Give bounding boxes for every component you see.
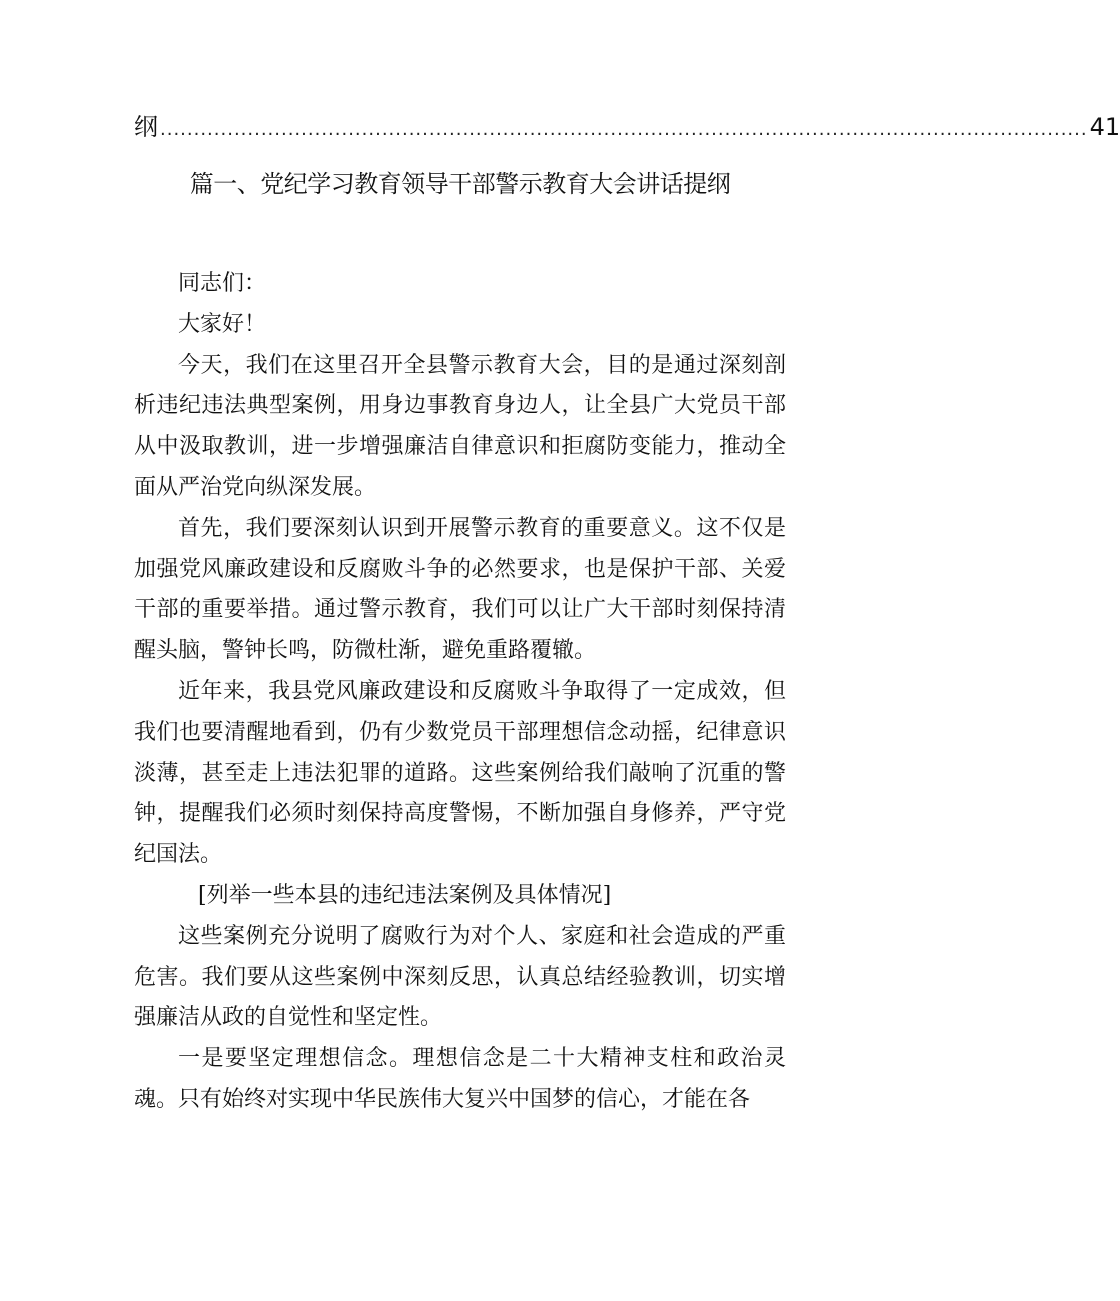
section-title: 篇一、党纪学习教育领导干部警示教育大会讲话提纲	[189, 170, 731, 198]
toc-leader-dots: ..........................................................................................................................................	[160, 119, 1088, 140]
paragraph-point-one: 一是要坚定理想信念。理想信念是二十大精神支柱和政治灵魂。只有始终对实现中华民族伟大复兴中国梦的信心，才能在各	[134, 1046, 786, 1112]
speech-body	[134, 264, 786, 1121]
salutation: 同志们：	[178, 271, 267, 296]
paragraph-intro: 今天，我们在这里召开全县警示教育大会，目的是通过深刻剖析违纪违法典型案例，用身边事教育身边人，让全县广大党员干部从中汲取教训，进一步增强廉洁自律意识和拒腐防变能力，推动全面从严治党向纵深发展。	[134, 352, 786, 500]
greeting: 大家好！	[178, 311, 267, 337]
paragraph-significance: 首先，我们要深刻认识到开展警示教育的重要意义。这不仅是加强党风廉政建设和反腐败斗争的必然要求，也是保护干部、关爱干部的重要举措。通过警示教育，我们可以让广大干部时刻保持清醒头脑，警钟长鸣，防微杜渐，避免重路覆辙。	[134, 515, 786, 664]
toc-entry[interactable]	[134, 110, 1120, 144]
paragraph-recent-years: 近年来，我县党风廉政建设和反腐败斗争取得了一定成效，但我们也要清醒地看到，仍有少数党员干部理想信念动摇，纪律意识淡薄，甚至走上违法犯罪的道路。这些案例给我们敲响了沉重的警钟，提醒我们必须时刻保持高度警惕，不断加强自身修养，严守党纪国法。	[134, 678, 786, 868]
case-placeholder-note: [列举一些本县的违纪违法案例及具体情况]	[198, 882, 612, 908]
toc-page-number: 41	[1089, 113, 1120, 141]
paragraph-case-reflection: 这些案例充分说明了腐败行为对个人、家庭和社会造成的严重危害。我们要从这些案例中深刻反思，认真总结经验教训，切实增强廉洁从政的自觉性和坚定性。	[134, 923, 786, 1031]
toc-entry-text: 纲	[134, 113, 158, 141]
